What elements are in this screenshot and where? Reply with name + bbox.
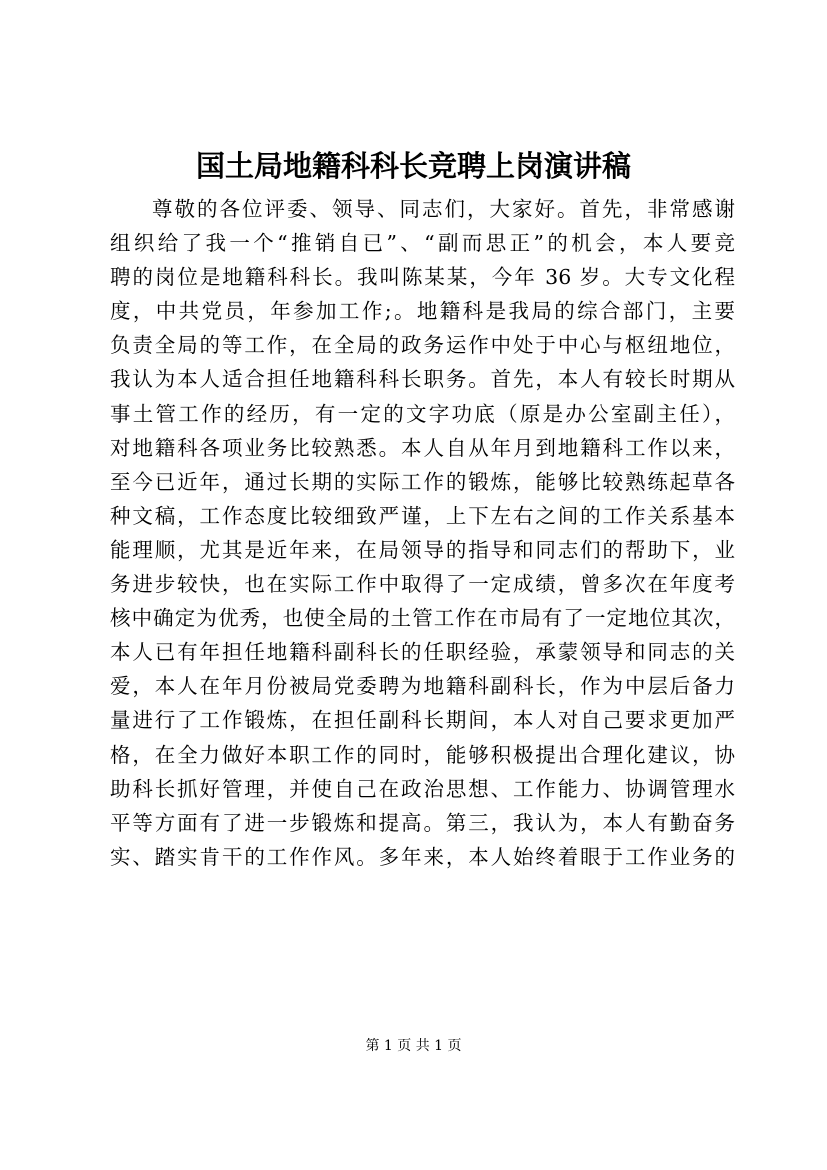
- body-line: 助科长抓好管理，并使自己在政治思想、工作能力、协调管理水: [110, 776, 735, 801]
- body-line: 本人已有年担任地籍科副科长的任职经验，承蒙领导和同志的关: [110, 640, 735, 665]
- body-line: 种文稿，工作态度比较细致严谨，上下左右之间的工作关系基本: [110, 503, 735, 528]
- body-line: 度，中共党员，年参加工作;。地籍科是我局的综合部门，主要: [110, 299, 735, 324]
- document-title: 国土局地籍科科长竞聘上岗演讲稿: [195, 149, 631, 183]
- page-number-footer: 第 1 页 共 1 页: [365, 1038, 462, 1054]
- body-line: 事土管工作的经历，有一定的文字功底（原是办公室副主任），: [110, 401, 735, 426]
- body-line: 至今已近年，通过长期的实际工作的锻炼，能够比较熟练起草各: [110, 469, 735, 494]
- body-line: 务进步较快，也在实际工作中取得了一定成绩，曾多次在年度考: [110, 572, 735, 597]
- body-line: 核中确定为优秀，也使全局的土管工作在市局有了一定地位其次，: [110, 606, 735, 631]
- body-line: 能理顺，尤其是近年来，在局领导的指导和同志们的帮助下，业: [110, 537, 735, 562]
- body-line: 格，在全力做好本职工作的同时，能够积极提出合理化建议，协: [110, 742, 735, 767]
- body-line: 爱，本人在年月份被局党委聘为地籍科副科长，作为中层后备力: [110, 674, 735, 699]
- body-line: 我认为本人适合担任地籍科科长职务。首先，本人有较长时期从: [110, 367, 735, 392]
- body-line: 负责全局的等工作，在全局的政务运作中处于中心与枢纽地位，: [110, 333, 735, 358]
- body-line: 尊敬的各位评委、领导、同志们，大家好。首先，非常感谢: [152, 197, 735, 221]
- body-line: 量进行了工作锻炼，在担任副科长期间，本人对自己要求更加严: [110, 708, 735, 733]
- document-body: [110, 192, 735, 874]
- body-line: 组织给了我一个“推销自已”、“副而思正”的机会，本人要竞: [110, 231, 735, 256]
- body-line: 聘的岗位是地籍科科长。我叫陈某某，今年 36 岁。大专文化程: [110, 265, 735, 290]
- body-line: 实、踏实肯干的工作作风。多年来，本人始终着眼于工作业务的: [110, 844, 735, 869]
- body-line: 对地籍科各项业务比较熟悉。本人自从年月到地籍科工作以来，: [110, 435, 735, 460]
- body-line: 平等方面有了进一步锻炼和提高。第三，我认为，本人有勤奋务: [110, 810, 735, 835]
